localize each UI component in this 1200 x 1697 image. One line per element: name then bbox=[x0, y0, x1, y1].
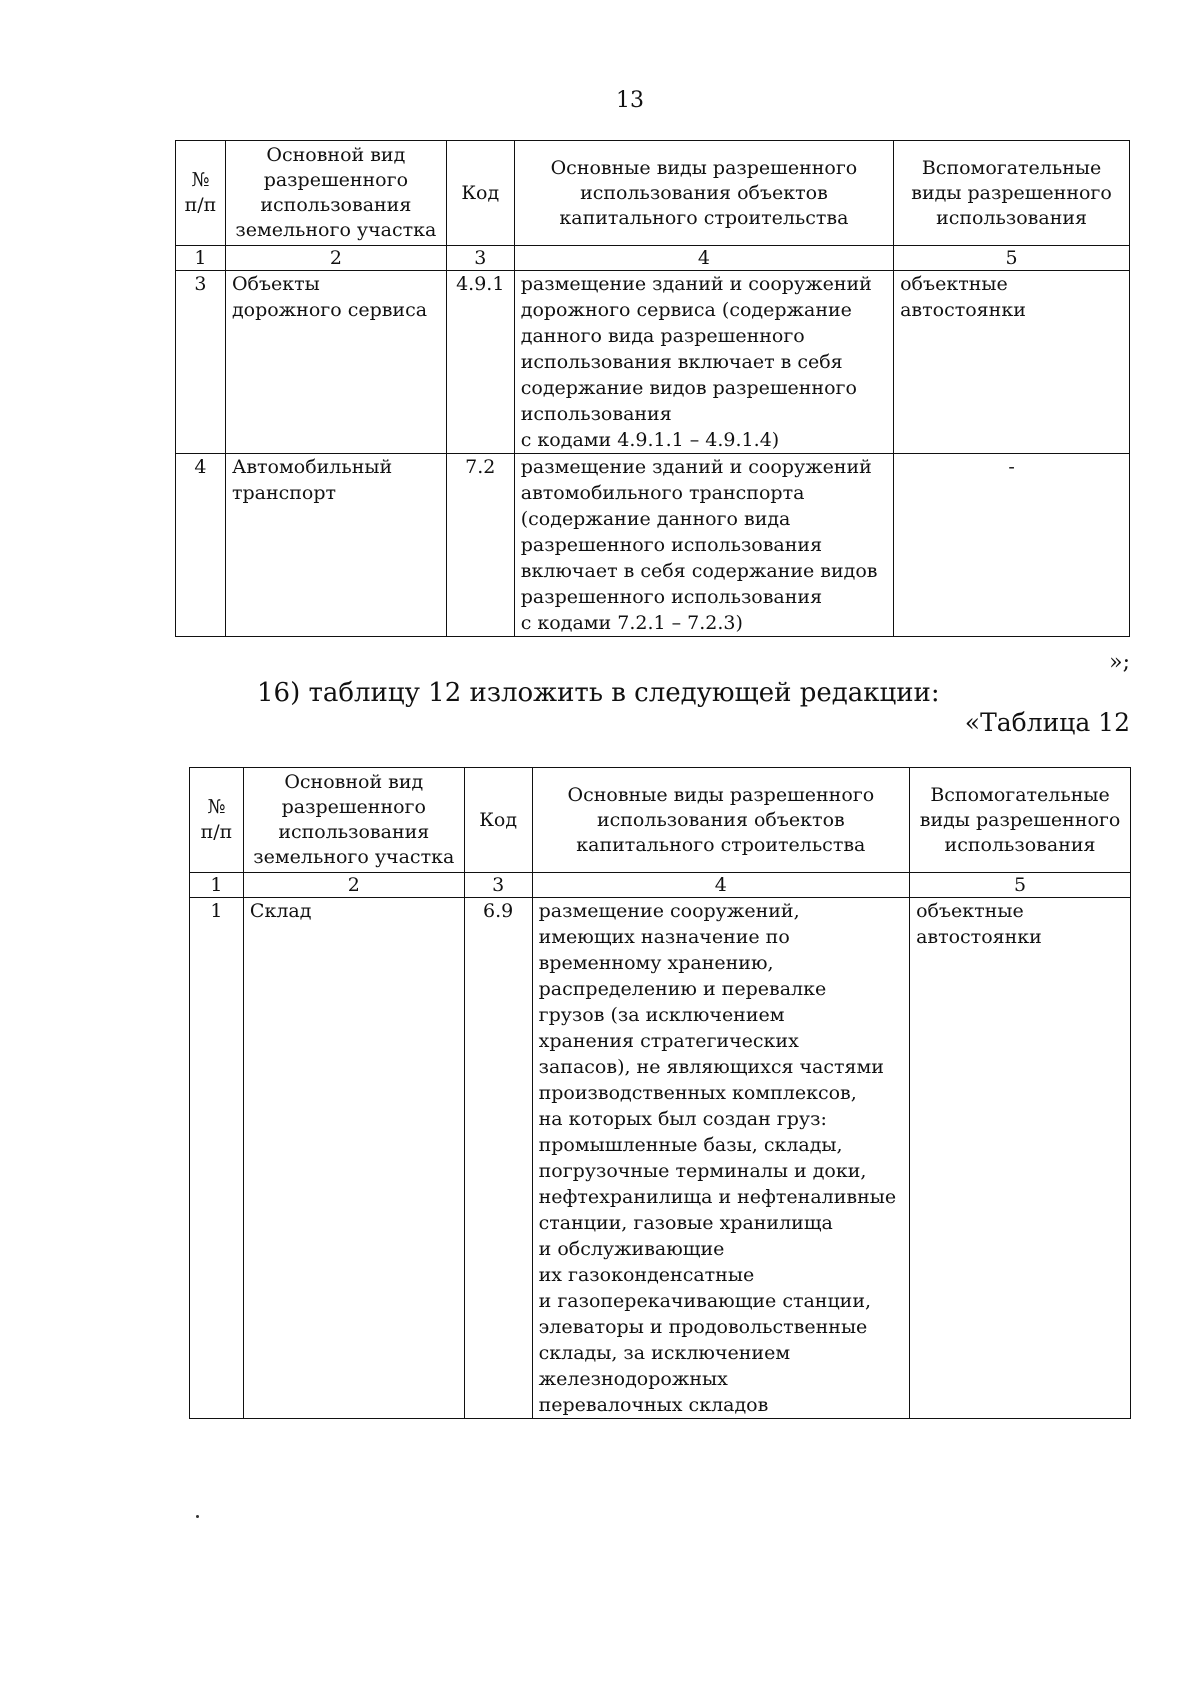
row-code: 6.9 bbox=[464, 898, 532, 1419]
scan-speck bbox=[196, 1515, 199, 1518]
row-name: Объекты дорожного сервиса bbox=[225, 271, 446, 454]
closing-quote: »; bbox=[1109, 650, 1130, 675]
header-num: № п/п bbox=[176, 141, 226, 246]
row-num: 3 bbox=[176, 271, 226, 454]
row-code: 4.9.1 bbox=[446, 271, 514, 454]
column-number: 3 bbox=[464, 873, 532, 898]
column-number-row bbox=[190, 873, 1131, 898]
column-number: 1 bbox=[176, 246, 226, 271]
row-aux: объектные автостоянки bbox=[894, 271, 1130, 454]
header-aux: Вспомогательные виды разрешенного использования bbox=[894, 141, 1130, 246]
header-code: Код bbox=[464, 768, 532, 873]
row-description: размещение сооружений, имеющих назначение по временному хранению, распределению и перевалке грузов (за исключением хранения стратегических запасов), не являющихся частями производственных комплексов, на которых был создан груз: промышленные базы, склады, погрузочные терминалы и доки, нефтехранилища и нефтеналивные станции, газовые хранилища и обслуживающие их газоконденсатные и газоперекачивающие станции, элеваторы и продовольственные склады, за исключением железнодорожных перевалочных складов bbox=[532, 898, 909, 1419]
row-name: Склад bbox=[243, 898, 464, 1419]
header-num: № п/п bbox=[190, 768, 244, 873]
header-code: Код bbox=[446, 141, 514, 246]
row-num: 4 bbox=[176, 454, 226, 637]
column-number: 5 bbox=[910, 873, 1131, 898]
amendment-instruction: 16) таблицу 12 изложить в следующей редакции: bbox=[257, 678, 940, 708]
table-row bbox=[176, 454, 1130, 637]
table-row bbox=[176, 271, 1130, 454]
row-description: размещение зданий и сооружений дорожного сервиса (содержание данного вида разрешенного использования включает в себя содержание видов разрешенного использования с кодами 4.9.1.1 – 4.9.1.4) bbox=[514, 271, 893, 454]
header-main-type: Основной вид разрешенного использования земельного участка bbox=[225, 141, 446, 246]
row-code: 7.2 bbox=[446, 454, 514, 637]
land-use-table-2 bbox=[189, 767, 1131, 1419]
header-main-type: Основной вид разрешенного использования земельного участка bbox=[243, 768, 464, 873]
column-number: 2 bbox=[225, 246, 446, 271]
header-main-objects: Основные виды разрешенного использования объектов капитального строительства bbox=[532, 768, 909, 873]
table-caption: «Таблица 12 bbox=[964, 708, 1130, 737]
header-main-objects: Основные виды разрешенного использования объектов капитального строительства bbox=[514, 141, 893, 246]
column-number: 5 bbox=[894, 246, 1130, 271]
table-row bbox=[190, 898, 1131, 1419]
column-number: 1 bbox=[190, 873, 244, 898]
row-aux: объектные автостоянки bbox=[910, 898, 1131, 1419]
row-name: Автомобильный транспорт bbox=[225, 454, 446, 637]
column-number: 3 bbox=[446, 246, 514, 271]
header-row bbox=[176, 141, 1130, 246]
row-num: 1 bbox=[190, 898, 244, 1419]
land-use-table-1 bbox=[175, 140, 1130, 637]
header-aux: Вспомогательные виды разрешенного использования bbox=[910, 768, 1131, 873]
column-number: 4 bbox=[532, 873, 909, 898]
row-aux: - bbox=[894, 454, 1130, 637]
row-description: размещение зданий и сооружений автомобильного транспорта (содержание данного вида разрешенного использования включает в себя содержание видов разрешенного использования с кодами 7.2.1 – 7.2.3) bbox=[514, 454, 893, 637]
column-number: 2 bbox=[243, 873, 464, 898]
page-number: 13 bbox=[616, 88, 644, 113]
header-row bbox=[190, 768, 1131, 873]
column-number-row bbox=[176, 246, 1130, 271]
column-number: 4 bbox=[514, 246, 893, 271]
